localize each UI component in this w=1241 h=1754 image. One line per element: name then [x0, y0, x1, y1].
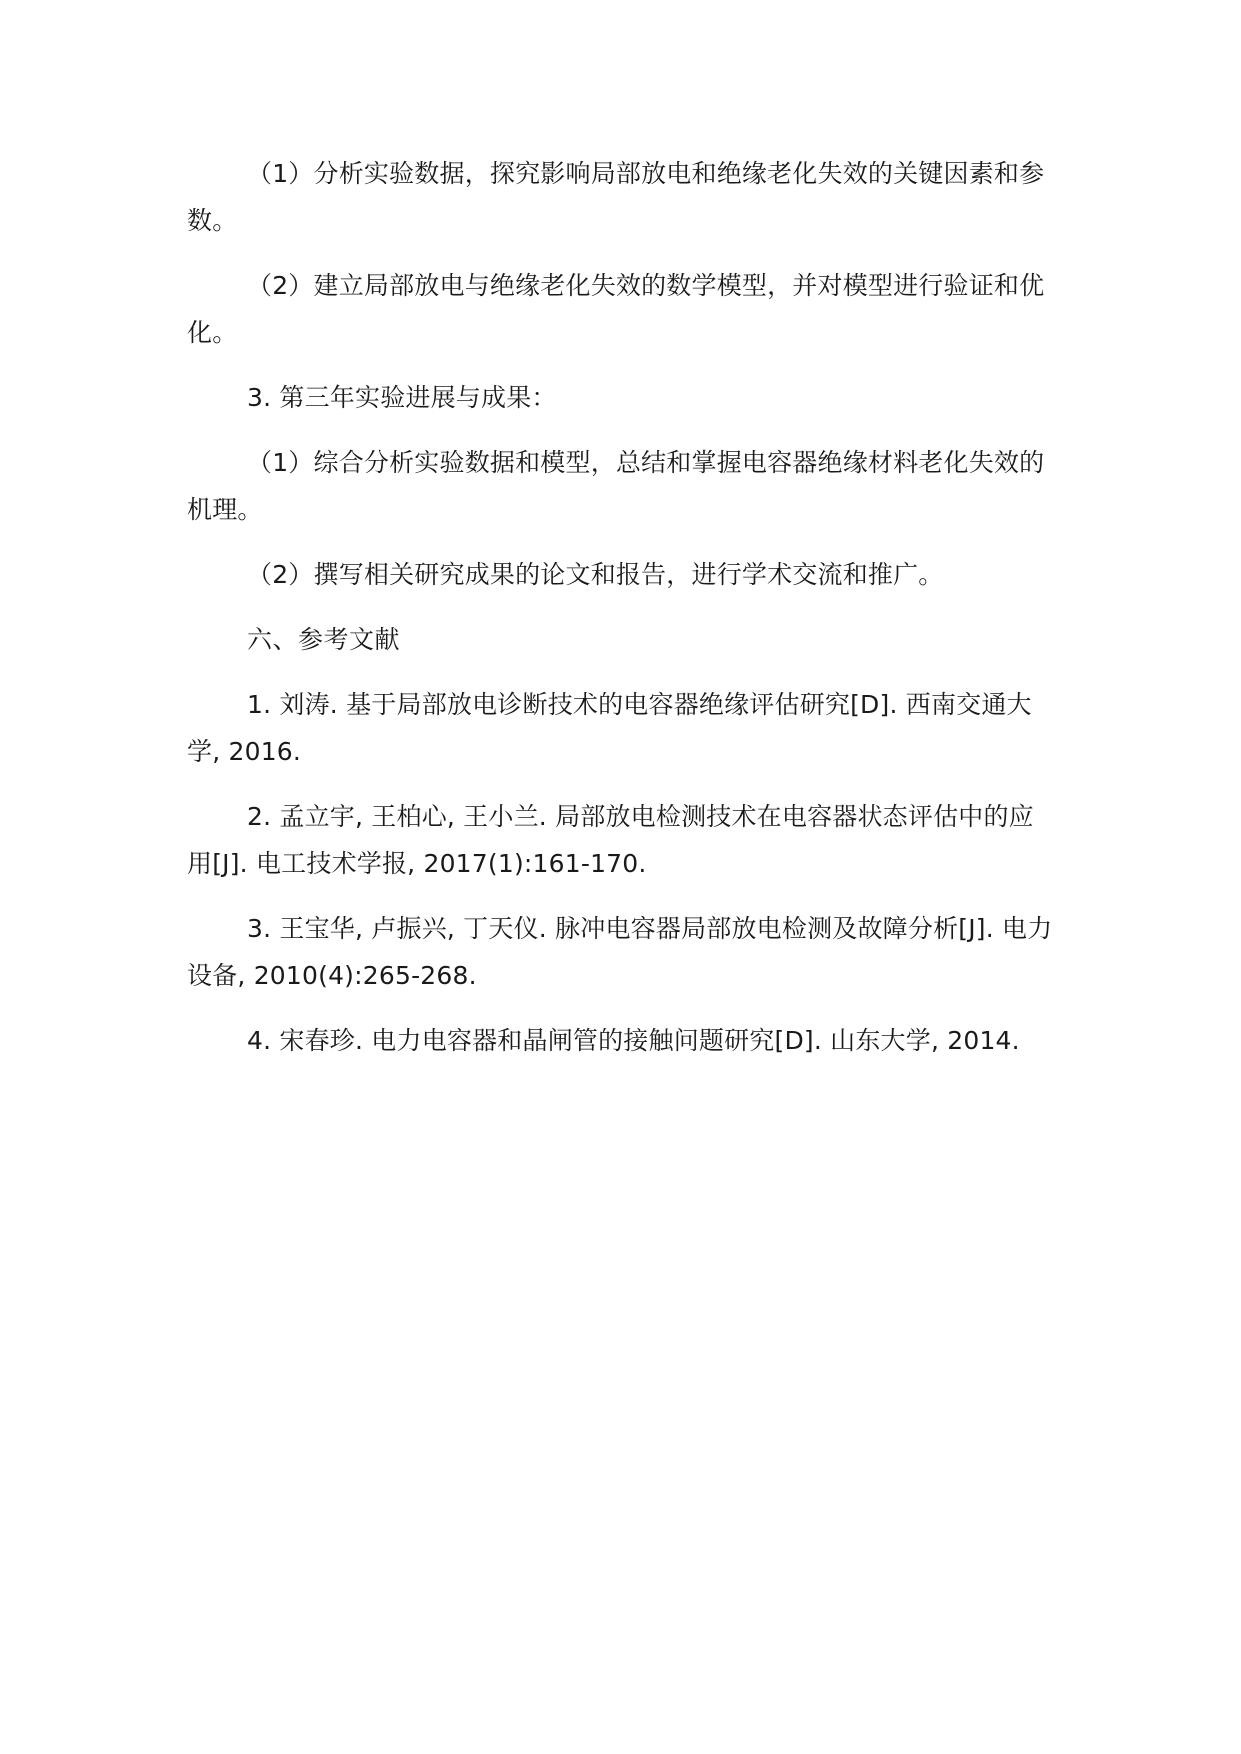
references-heading: 六、参考文献 [247, 625, 401, 654]
paragraph-build-model: （2）建立局部放电与绝缘老化失效的数学模型，并对模型进行验证和优化。 [187, 271, 1045, 347]
reference-item-1: 1. 刘涛. 基于局部放电诊断技术的电容器绝缘评估研究[D]. 西南交通大学, 2016. [187, 690, 1032, 766]
reference-item-4: 4. 宋春珍. 电力电容器和晶闸管的接触问题研究[D]. 山东大学, 2014. [247, 1026, 1020, 1055]
paragraph-summarize-mechanism: （1）综合分析实验数据和模型，总结和掌握电容器绝缘材料老化失效的机理。 [187, 448, 1045, 524]
paragraph-analyze-data: （1）分析实验数据，探究影响局部放电和绝缘老化失效的关键因素和参数。 [187, 159, 1045, 235]
reference-item-2: 2. 孟立宇, 王柏心, 王小兰. 局部放电检测技术在电容器状态评估中的应用[J]. 电工技术学报, 2017(1):161-170. [187, 802, 1034, 878]
document-body [187, 150, 1057, 1082]
paragraph-write-papers: （2）撰写相关研究成果的论文和报告，进行学术交流和推广。 [247, 560, 944, 589]
paragraph-third-year-heading: 3. 第三年实验进展与成果： [247, 383, 557, 412]
reference-item-3: 3. 王宝华, 卢振兴, 丁天仪. 脉冲电容器局部放电检测及故障分析[J]. 电力设备, 2010(4):265-268. [187, 914, 1053, 990]
